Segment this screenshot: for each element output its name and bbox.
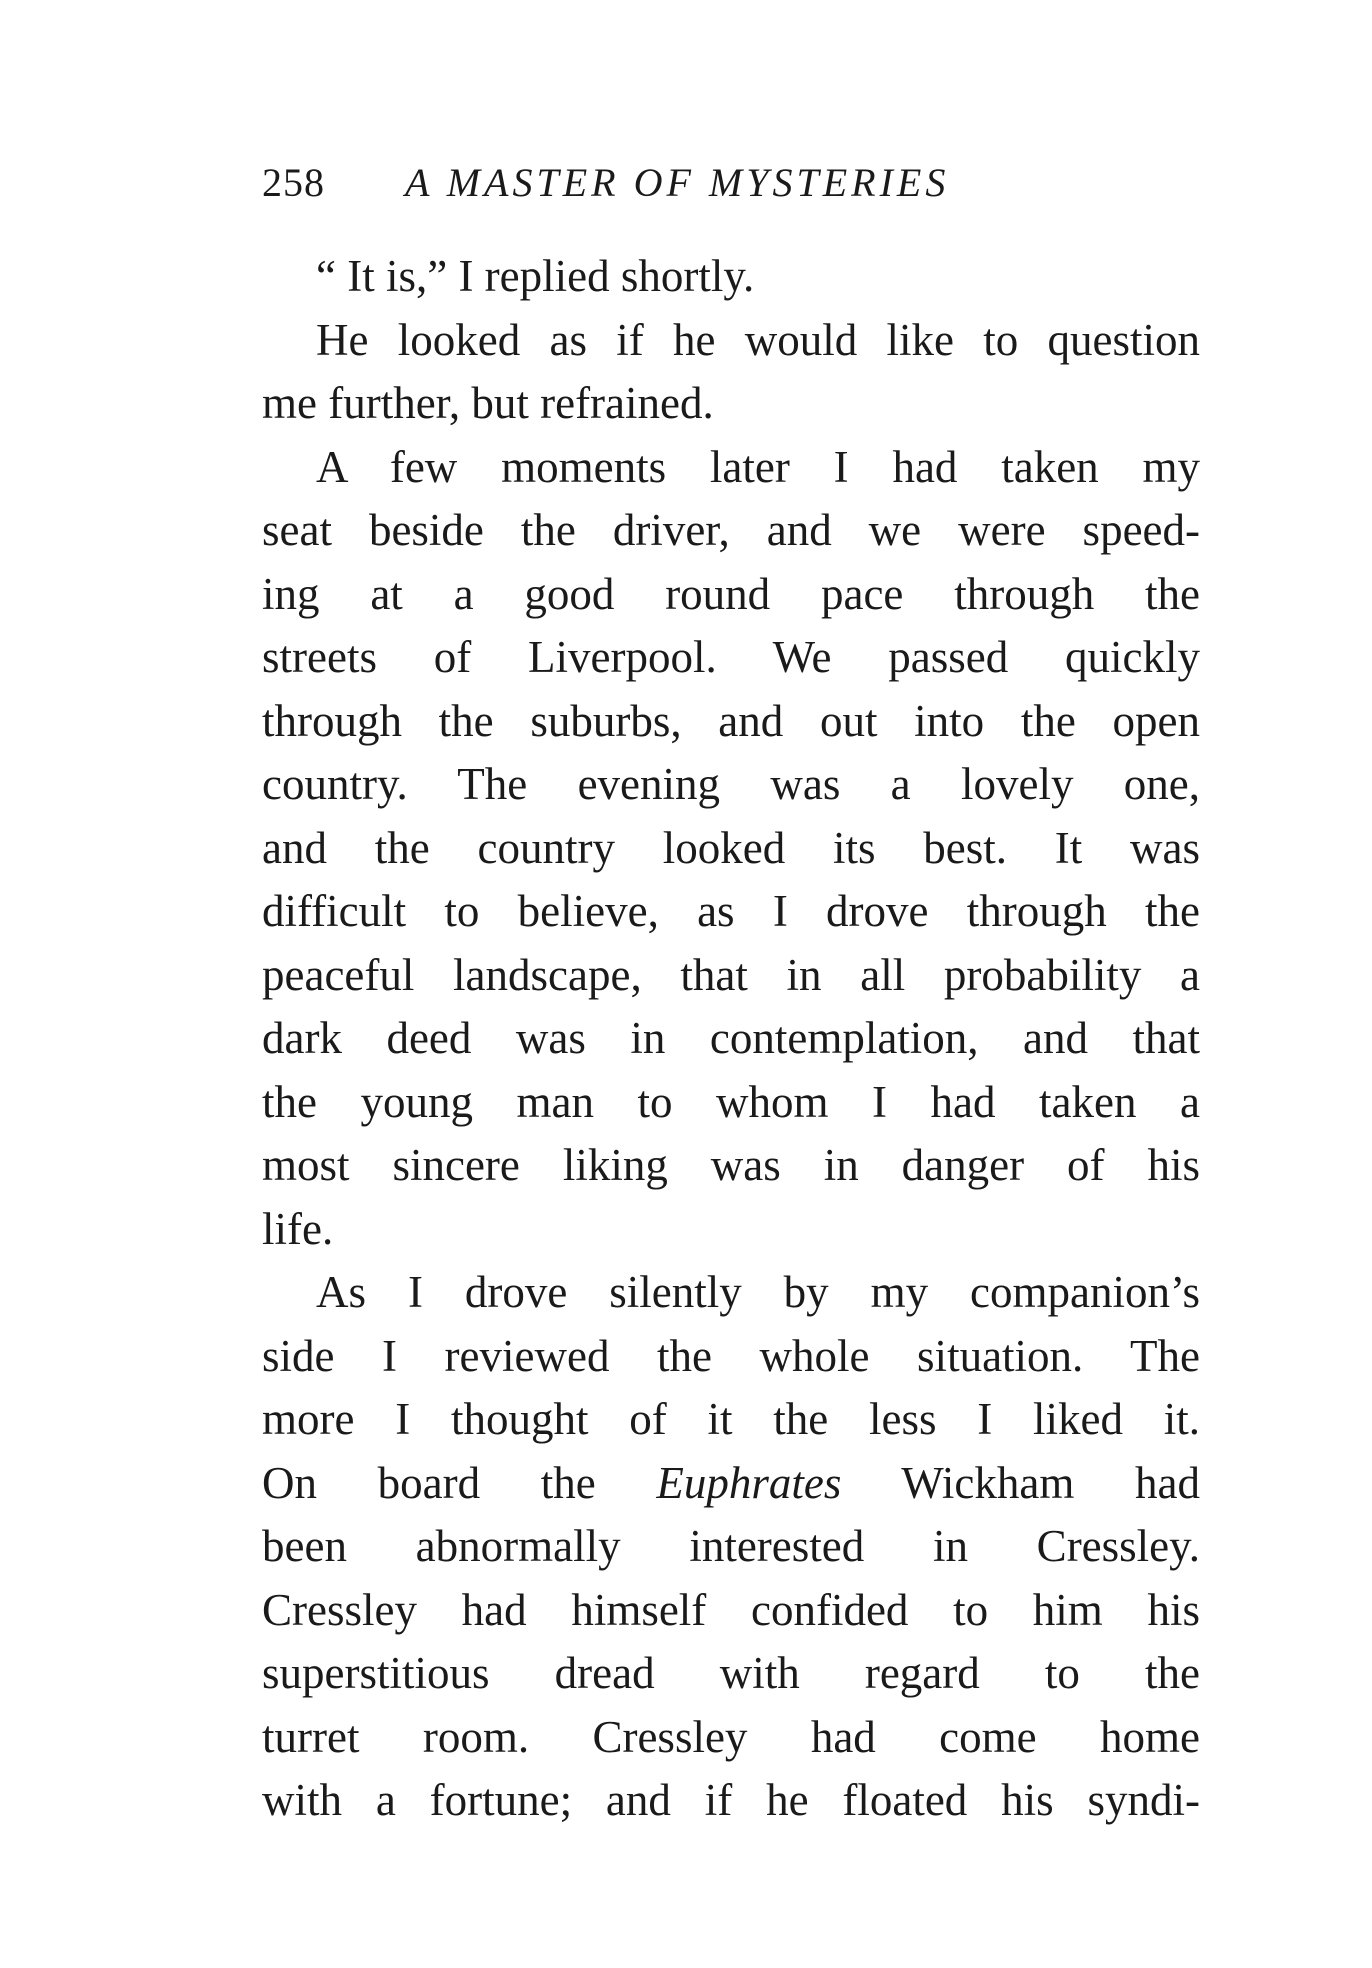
text-line: dark deed was in contemplation, and that <box>262 1013 1200 1063</box>
text-line: the young man to whom I had taken a <box>262 1076 1200 1127</box>
paragraph-3 <box>262 436 1200 1262</box>
text-fragment: Wickham had <box>901 1457 1200 1508</box>
running-title: A MASTER OF MYSTERIES <box>405 160 950 205</box>
text-line: life. <box>262 1203 334 1254</box>
body-text <box>262 245 1200 1833</box>
text-line: ing at a good round pace through the <box>262 568 1200 619</box>
text-fragment: On board the <box>262 1457 596 1508</box>
text-line: “ It is,” I replied shortly. <box>316 251 755 301</box>
text-line: with a fortune; and if he floated his syndi- <box>262 1775 1200 1825</box>
text-line: superstitious dread with regard to the <box>262 1648 1200 1698</box>
paragraph-2 <box>262 309 1200 436</box>
text-line: turret room. Cressley had come home <box>262 1711 1200 1762</box>
text-line: most sincere liking was in danger of his <box>262 1140 1200 1190</box>
text-line: He looked as if he would like to question <box>316 314 1200 365</box>
text-line: streets of Liverpool. We passed quickly <box>262 632 1200 682</box>
paragraph-1 <box>262 245 1200 309</box>
text-line: more I thought of it the less I liked it. <box>262 1394 1200 1444</box>
text-line: through the suburbs, and out into the open <box>262 695 1200 746</box>
text-line: A few moments later I had taken my <box>316 441 1200 492</box>
page-header <box>262 158 1022 208</box>
paragraph-4 <box>262 1261 1200 1833</box>
text-line: country. The evening was a lovely one, <box>262 759 1200 809</box>
text-line: difficult to believe, as I drove through the <box>262 886 1200 936</box>
text-line: Cressley had himself confided to him his <box>262 1584 1200 1635</box>
text-line: me further, but refrained. <box>262 378 714 428</box>
text-line: been abnormally interested in Cressley. <box>262 1521 1200 1571</box>
text-line-with-italic <box>262 1452 1200 1516</box>
text-line: and the country looked its best. It was <box>262 822 1200 873</box>
text-line: seat beside the driver, and we were speed- <box>262 505 1200 555</box>
text-line: peaceful landscape, that in all probability a <box>262 949 1200 1000</box>
text-line: As I drove silently by my companion’s <box>316 1267 1200 1317</box>
page-number: 258 <box>262 160 325 205</box>
text-line: side I reviewed the whole situation. The <box>262 1330 1200 1381</box>
ship-name: Euphrates <box>656 1457 842 1508</box>
